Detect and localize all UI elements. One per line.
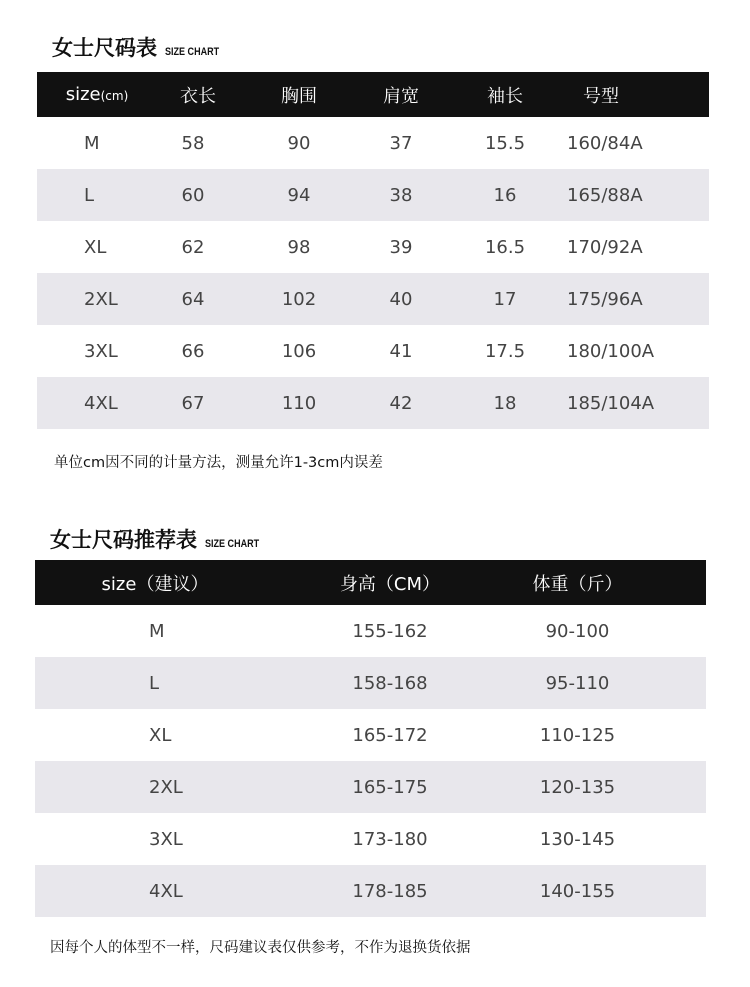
size-table-header (37, 72, 709, 117)
header-height: 身高（CM） (339, 573, 441, 595)
size-table-cell: 2XL (84, 288, 118, 310)
size-table-cell: 98 (287, 236, 311, 258)
size-table-cell: 40 (389, 288, 413, 310)
header-size-suggest: size（建议） (101, 573, 209, 595)
recommend-table-cell: XL (149, 724, 172, 746)
recommend-table-row (35, 709, 706, 761)
size-table-cell: 41 (389, 340, 413, 362)
size-table-cell: 106 (281, 340, 317, 362)
recommend-table-cell: 130-145 (539, 828, 616, 850)
size-table-cell: 160/84A (567, 132, 643, 154)
recommend-table-cell: 3XL (149, 828, 183, 850)
recommend-table-cell: 165-175 (352, 776, 428, 798)
size-table-row (37, 325, 709, 377)
header-size (37, 84, 157, 105)
recommend-table-cell: 140-155 (539, 880, 616, 902)
recommend-table-header (35, 560, 706, 605)
size-table-cell: 64 (181, 288, 205, 310)
header-size-label: size (65, 84, 101, 105)
header-shoulder: 肩宽 (383, 85, 419, 107)
size-table-row (37, 169, 709, 221)
recommend-table-cell: 155-162 (352, 620, 428, 642)
size-chart-title-cn: 女士尺码表 (52, 36, 157, 60)
recommend-table-cell: 110-125 (539, 724, 616, 746)
size-table-cell: 165/88A (567, 184, 643, 206)
size-table-cell: 175/96A (567, 288, 643, 310)
header-fit: 号型 (583, 85, 619, 107)
size-chart-title-en: SIZE CHART (165, 46, 220, 58)
recommend-chart-note: 因每个人的体型不一样，尺码建议表仅供参考，不作为退换货依据 (50, 940, 471, 956)
recommend-table-row (35, 657, 706, 709)
size-table-cell: 94 (287, 184, 311, 206)
size-table-cell: 15.5 (484, 132, 526, 154)
size-table-cell: 66 (181, 340, 205, 362)
recommend-table-cell: 90-100 (545, 620, 610, 642)
size-table-cell: 16 (493, 184, 517, 206)
size-table-cell: 4XL (84, 392, 118, 414)
recommend-table-row (35, 813, 706, 865)
recommend-table-cell: M (149, 620, 165, 642)
size-table-cell: 110 (281, 392, 317, 414)
size-table-cell: 180/100A (567, 340, 655, 362)
recommend-table-row (35, 865, 706, 917)
recommend-table-cell: 2XL (149, 776, 183, 798)
recommend-table-cell: 173-180 (352, 828, 428, 850)
size-table-cell: 62 (181, 236, 205, 258)
recommend-table-cell: 120-135 (539, 776, 616, 798)
size-table (37, 72, 709, 429)
header-sleeve: 袖长 (487, 85, 523, 107)
size-table-cell: 102 (281, 288, 317, 310)
recommend-chart-title-en: SIZE CHART (205, 538, 260, 550)
header-chest: 胸围 (281, 85, 317, 107)
size-table-cell: 3XL (84, 340, 118, 362)
size-chart-title (52, 32, 231, 62)
size-table-cell: 58 (181, 132, 205, 154)
size-table-cell: 39 (389, 236, 413, 258)
recommend-table-row (35, 605, 706, 657)
recommend-table-cell: 165-172 (352, 724, 428, 746)
size-table-cell: 16.5 (484, 236, 526, 258)
size-table-cell: 67 (181, 392, 205, 414)
size-table-cell: 42 (389, 392, 413, 414)
size-table-cell: 37 (389, 132, 413, 154)
size-table-row (37, 273, 709, 325)
size-table-row (37, 221, 709, 273)
recommend-chart-title (50, 524, 271, 554)
size-table-cell: 38 (389, 184, 413, 206)
size-table-row (37, 377, 709, 429)
size-table-cell: XL (84, 236, 107, 258)
recommend-table-row (35, 761, 706, 813)
size-table-cell: L (84, 184, 95, 206)
size-table-cell: 17 (493, 288, 517, 310)
size-chart-note: 单位cm因不同的计量方法，测量允许1-3cm内误差 (54, 455, 383, 471)
size-table-cell: 60 (181, 184, 205, 206)
size-table-cell: 17.5 (484, 340, 526, 362)
size-table-cell: 170/92A (567, 236, 643, 258)
size-table-cell: M (84, 132, 100, 154)
header-length: 衣长 (180, 85, 216, 107)
recommend-table-cell: L (149, 672, 160, 694)
size-table-cell: 90 (287, 132, 311, 154)
header-weight: 体重（斤） (532, 573, 623, 595)
recommend-table-cell: 4XL (149, 880, 183, 902)
recommend-table-cell: 178-185 (352, 880, 428, 902)
header-size-unit: (cm) (100, 89, 129, 103)
recommend-chart-title-cn: 女士尺码推荐表 (50, 528, 197, 552)
recommend-table (35, 560, 706, 917)
size-table-cell: 185/104A (567, 392, 655, 414)
size-table-cell: 18 (493, 392, 517, 414)
size-table-row (37, 117, 709, 169)
recommend-table-cell: 158-168 (352, 672, 428, 694)
recommend-table-cell: 95-110 (545, 672, 610, 694)
